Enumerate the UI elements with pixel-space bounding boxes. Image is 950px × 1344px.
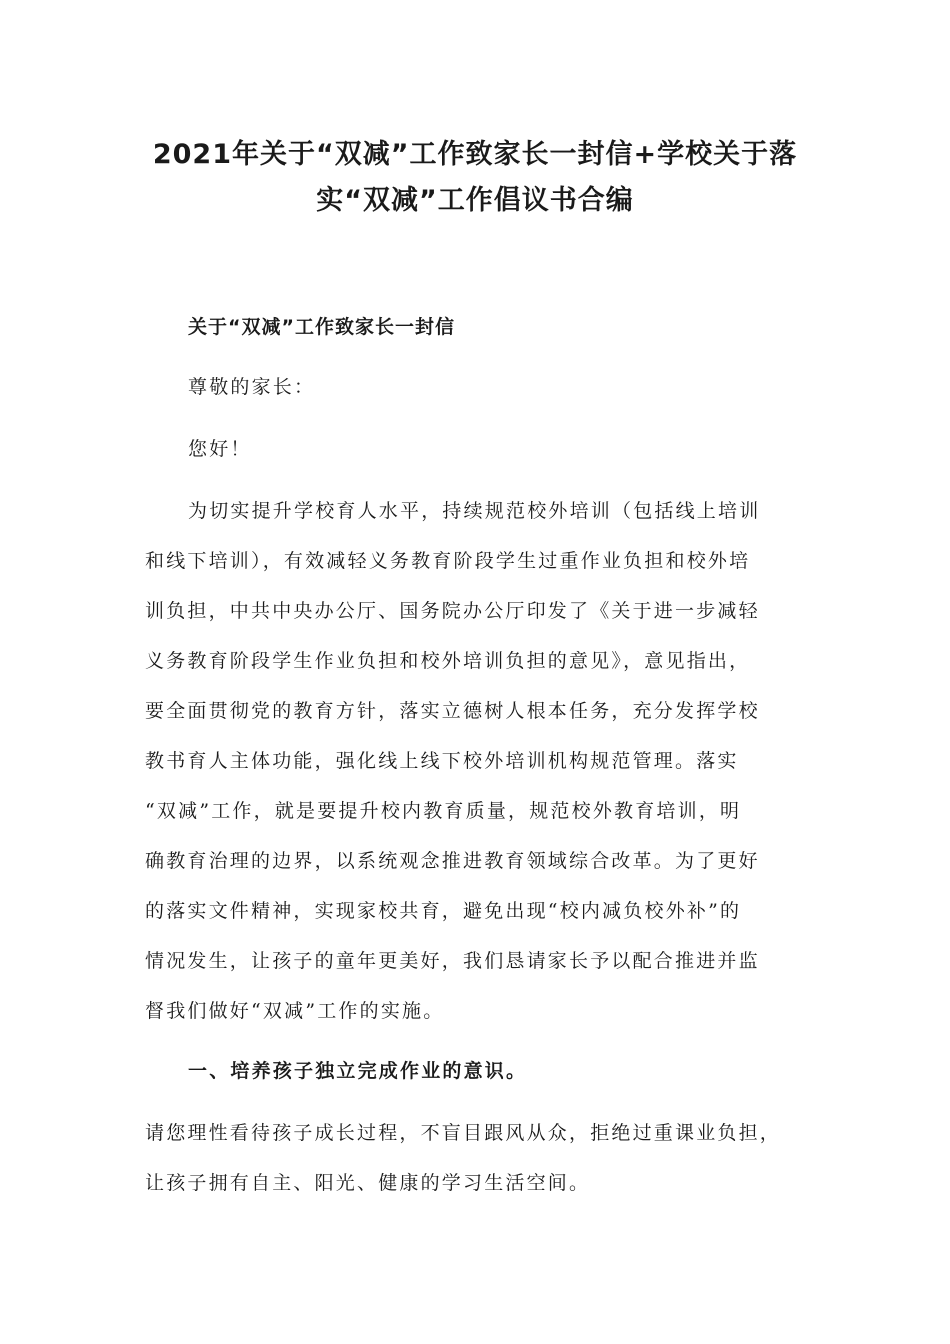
point-1-heading: 一、培养孩子独立完成作业的意识。 bbox=[188, 1060, 528, 1082]
paragraph-line: 让孩子拥有自主、阳光、健康的学习生活空间。 bbox=[145, 1172, 591, 1194]
greeting: 您好！ bbox=[188, 438, 252, 460]
paragraph-line: 请您理性看待孩子成长过程，不盲目跟风从众，拒绝过重课业负担， bbox=[145, 1122, 782, 1144]
paragraph-line: 和线下培训），有效减轻义务教育阶段学生过重作业负担和校外培 bbox=[145, 550, 751, 572]
paragraph-line: 义务教育阶段学生作业负担和校外培训负担的意见》，意见指出， bbox=[145, 650, 751, 672]
paragraph-line: 为切实提升学校育人水平，持续规范校外培训（包括线上培训 bbox=[188, 500, 761, 522]
paragraph-line: “双减”工作，就是要提升校内教育质量，规范校外教育培训，明 bbox=[145, 800, 742, 822]
paragraph-line: 督我们做好“双减”工作的实施。 bbox=[145, 1000, 445, 1022]
paragraph-line: 教书育人主体功能，强化线上线下校外培训机构规范管理。落实 bbox=[145, 750, 739, 772]
paragraph-line: 的落实文件精神，实现家校共育，避免出现“校内减负校外补”的 bbox=[145, 900, 742, 922]
salutation: 尊敬的家长： bbox=[188, 376, 316, 398]
document-title-line-1: 2021年关于“双减”工作致家长一封信+学校关于落 bbox=[152, 139, 798, 170]
paragraph-line: 情况发生，让孩子的童年更美好，我们恳请家长予以配合推进并监 bbox=[145, 950, 760, 972]
document-title-line-2: 实“双减”工作倡议书合编 bbox=[316, 185, 634, 216]
paragraph-line: 确教育治理的边界，以系统观念推进教育领域综合改革。为了更好 bbox=[145, 850, 760, 872]
letter-title: 关于“双减”工作致家长一封信 bbox=[188, 316, 455, 338]
paragraph-line: 要全面贯彻党的教育方针，落实立德树人根本任务，充分发挥学校 bbox=[145, 700, 760, 722]
paragraph-line: 训负担，中共中央办公厅、国务院办公厅印发了《关于进一步减轻 bbox=[145, 600, 760, 622]
